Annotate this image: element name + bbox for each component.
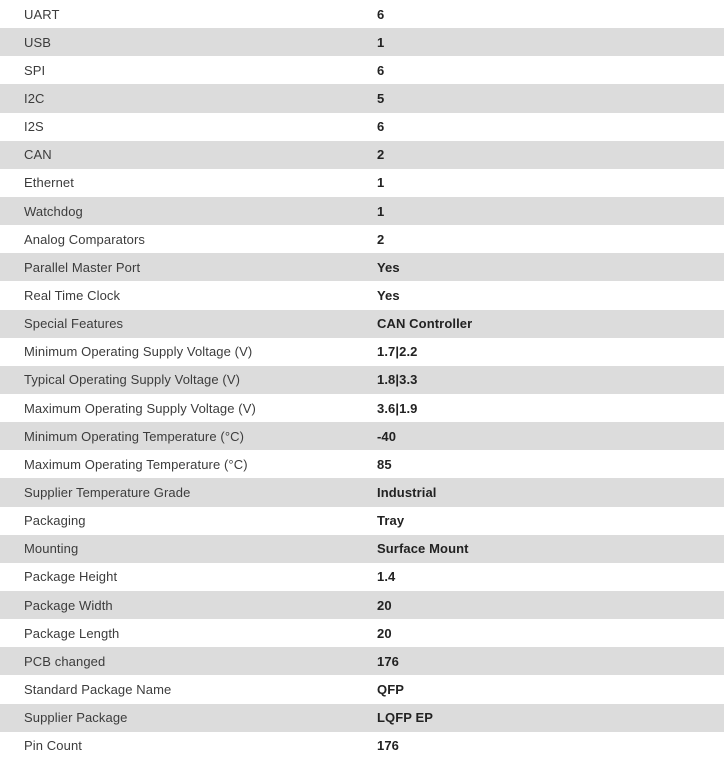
spec-value: 6	[377, 62, 385, 78]
table-row	[0, 366, 724, 394]
spec-label: Supplier Package	[24, 710, 128, 726]
spec-label: Standard Package Name	[24, 681, 172, 697]
table-row	[0, 647, 724, 675]
spec-label: Packaging	[24, 513, 86, 529]
spec-label: Analog Comparators	[24, 231, 146, 247]
table-row	[0, 422, 724, 450]
table-row	[0, 0, 724, 28]
spec-label: Package Height	[24, 569, 118, 585]
spec-value: 1	[377, 34, 385, 50]
spec-label: Special Features	[24, 316, 124, 332]
spec-label: Pin Count	[24, 738, 82, 754]
table-row	[0, 535, 724, 563]
table-row	[0, 169, 724, 197]
spec-value: 5	[377, 90, 385, 106]
spec-value: Tray	[377, 513, 405, 529]
table-row	[0, 225, 724, 253]
spec-value: 6	[377, 6, 385, 22]
table-row	[0, 591, 724, 619]
spec-value: 1	[377, 203, 385, 219]
spec-label: Minimum Operating Supply Voltage (V)	[24, 344, 253, 360]
table-row	[0, 478, 724, 506]
spec-value: QFP	[377, 681, 405, 697]
spec-value: 85	[377, 456, 392, 472]
spec-value: 1.4	[377, 569, 396, 585]
table-row	[0, 704, 724, 732]
spec-value: 1.7|2.2	[377, 344, 418, 360]
spec-value: Yes	[377, 287, 400, 303]
spec-value: 2	[377, 147, 385, 163]
spec-value: CAN Controller	[377, 316, 473, 332]
spec-label: Minimum Operating Temperature (°C)	[24, 428, 245, 444]
table-row	[0, 619, 724, 647]
table-row	[0, 253, 724, 281]
table-row	[0, 563, 724, 591]
spec-value: 3.6|1.9	[377, 400, 418, 416]
table-row	[0, 28, 724, 56]
spec-label: Watchdog	[24, 203, 83, 219]
table-row	[0, 281, 724, 309]
table-row	[0, 450, 724, 478]
spec-label: Supplier Temperature Grade	[24, 484, 191, 500]
spec-label: Package Length	[24, 625, 120, 641]
spec-value: 1.8|3.3	[377, 372, 418, 388]
spec-label: Mounting	[24, 541, 79, 557]
table-row	[0, 394, 724, 422]
table-row	[0, 84, 724, 112]
spec-label: Typical Operating Supply Voltage (V)	[24, 372, 241, 388]
spec-value: Industrial	[377, 484, 437, 500]
spec-value: 176	[377, 738, 399, 754]
spec-value: 6	[377, 119, 385, 135]
table-row	[0, 113, 724, 141]
table-row	[0, 675, 724, 703]
spec-label: UART	[24, 6, 60, 22]
table-row	[0, 197, 724, 225]
spec-label: CAN	[24, 147, 52, 163]
spec-value: Yes	[377, 259, 400, 275]
table-row	[0, 310, 724, 338]
spec-value: -40	[377, 428, 397, 444]
spec-value: LQFP EP	[377, 710, 434, 726]
spec-label: Ethernet	[24, 175, 74, 191]
spec-value: 20	[377, 597, 392, 613]
spec-label: Package Width	[24, 597, 113, 613]
spec-value: 2	[377, 231, 385, 247]
spec-value: 1	[377, 175, 385, 191]
spec-label: I2S	[24, 119, 44, 135]
spec-label: USB	[24, 34, 52, 50]
spec-label: Maximum Operating Supply Voltage (V)	[24, 400, 256, 416]
spec-label: Parallel Master Port	[24, 259, 141, 275]
table-row	[0, 56, 724, 84]
table-row	[0, 507, 724, 535]
spec-value: 176	[377, 653, 399, 669]
spec-value: 20	[377, 625, 392, 641]
spec-value: Surface Mount	[377, 541, 469, 557]
spec-label: SPI	[24, 62, 46, 78]
spec-label: Real Time Clock	[24, 287, 121, 303]
spec-label: I2C	[24, 90, 45, 106]
table-row	[0, 732, 724, 760]
spec-label: Maximum Operating Temperature (°C)	[24, 456, 248, 472]
spec-label: PCB changed	[24, 653, 106, 669]
table-row	[0, 338, 724, 366]
table-row	[0, 141, 724, 169]
